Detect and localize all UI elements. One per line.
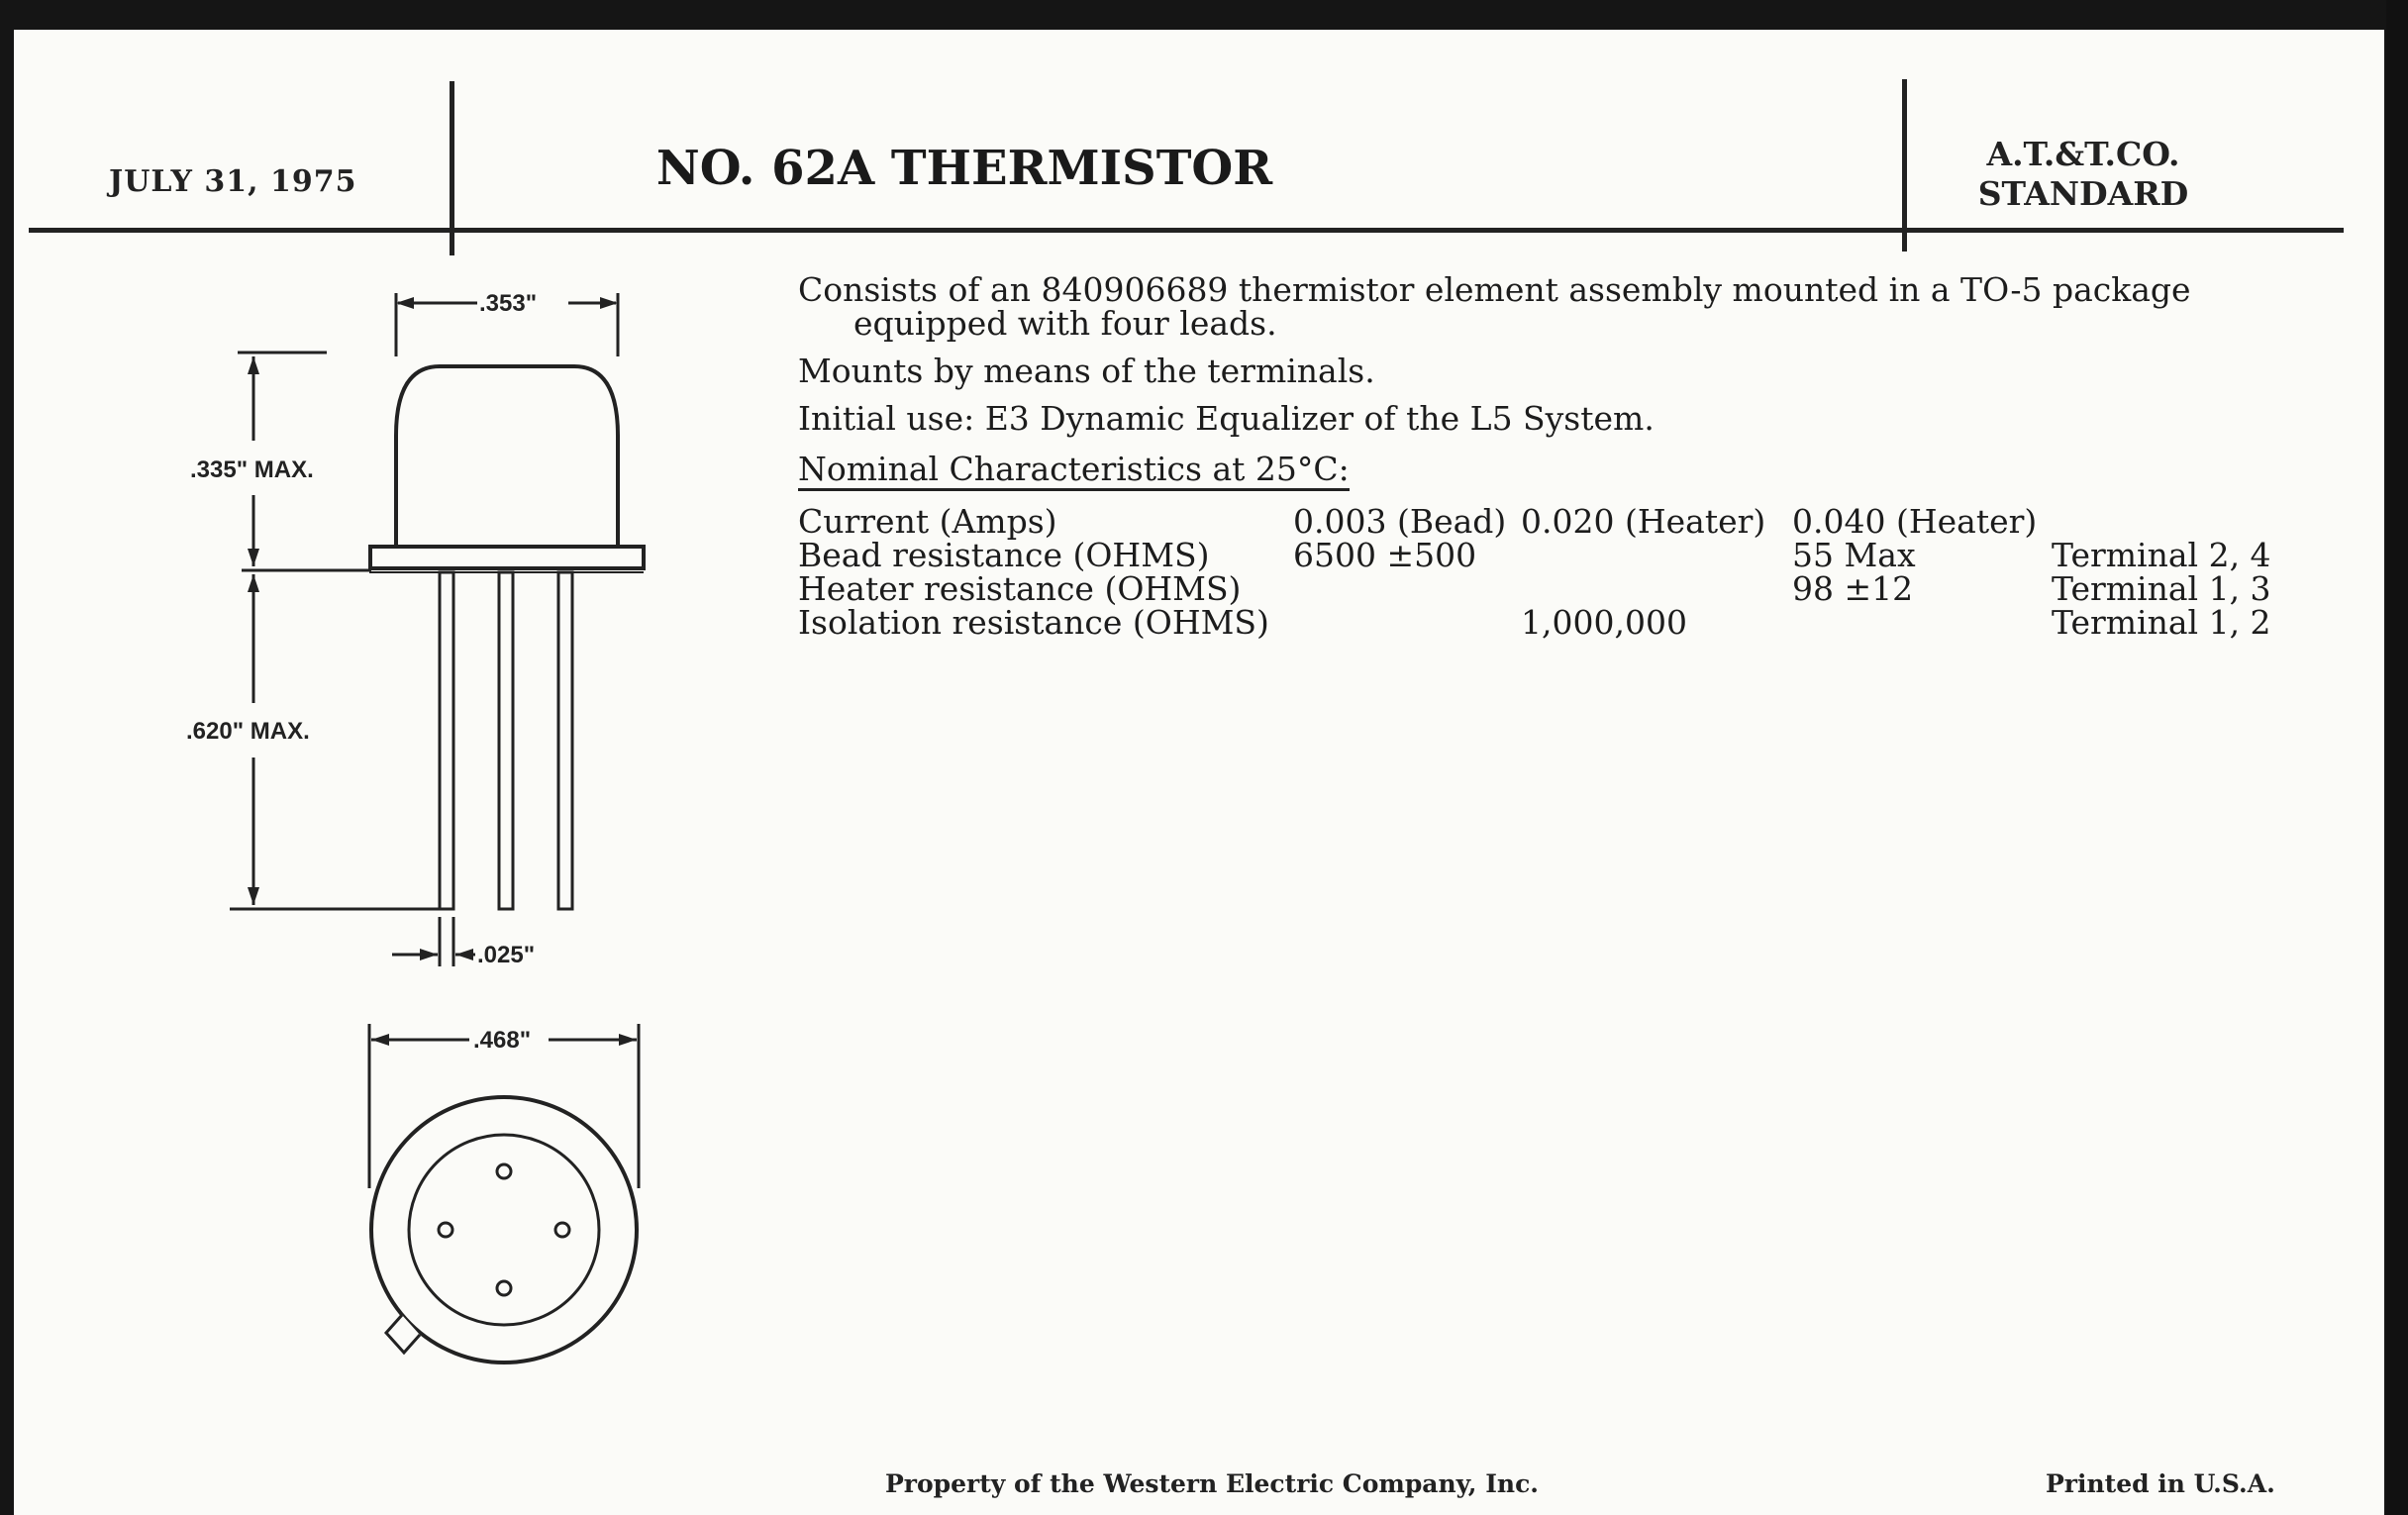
lead xyxy=(499,572,513,909)
lead-hole xyxy=(439,1223,452,1237)
characteristics-heading: Nominal Characteristics at 25°C: xyxy=(798,453,1350,491)
lead-hole xyxy=(555,1223,569,1237)
cell-value xyxy=(1293,572,1521,606)
description-line-1: Consists of an 840906689 thermistor element assembly mounted in a TO-5 package xyxy=(798,270,2191,309)
can-body xyxy=(396,366,618,547)
arrow-head xyxy=(600,297,618,309)
cell-value: 55 Max xyxy=(1792,536,1916,574)
row-label: Heater resistance (OHMS) xyxy=(798,569,1242,608)
row-label: Current (Amps) xyxy=(798,502,1057,541)
table-row xyxy=(798,606,2279,640)
cell-value: 6500 ±500 xyxy=(1293,536,1477,574)
cell-value xyxy=(1521,572,1792,606)
spec-card xyxy=(14,30,2384,1515)
lead-hole xyxy=(497,1281,511,1295)
dim-lead-dia-label: .025" xyxy=(477,942,536,968)
cell-terminal: Terminal 1, 3 xyxy=(2052,569,2271,608)
description-paragraph xyxy=(798,270,2301,343)
locating-tab xyxy=(386,1315,420,1353)
table-row xyxy=(798,539,2279,572)
description-block xyxy=(798,270,2301,642)
lead xyxy=(558,572,572,909)
arrow-head xyxy=(248,574,259,592)
arrow-head xyxy=(248,549,259,566)
cell-value: 0.040 (Heater) xyxy=(1792,502,2038,541)
initial-use-paragraph: Initial use: E3 Dynamic Equalizer of the L5 System. xyxy=(798,399,1655,438)
dim-flange-width-label: .468" xyxy=(473,1027,532,1054)
mounting-paragraph: Mounts by means of the terminals. xyxy=(798,352,1375,390)
standard-line-1: A.T.&T.CO. xyxy=(1986,135,2180,173)
lead xyxy=(440,572,453,909)
description-line-1-cont: equipped with four leads. xyxy=(853,304,1277,343)
cell-value xyxy=(1792,606,2052,640)
arrow-head xyxy=(455,949,473,960)
dim-can-height-label: .335" MAX. xyxy=(190,456,314,483)
cell-terminal xyxy=(2052,505,2279,539)
cell-value xyxy=(1521,539,1792,572)
characteristics-table xyxy=(798,502,2279,642)
row-label: Isolation resistance (OHMS) xyxy=(798,603,1269,642)
printed-notice: Printed in U.S.A. xyxy=(2046,1469,2275,1498)
cell-value: 98 ±12 xyxy=(1792,569,1914,608)
arrow-head xyxy=(248,887,259,905)
dim-lead-length-label: .620" MAX. xyxy=(186,718,310,745)
dim-top-width-label: .353" xyxy=(479,290,538,317)
cell-value: 0.020 (Heater) xyxy=(1521,502,1766,541)
flange-outline xyxy=(371,1097,637,1363)
arrow-head xyxy=(619,1034,637,1046)
thermistor-drawing xyxy=(14,30,2384,1515)
arrow-head xyxy=(248,356,259,374)
property-notice: Property of the Western Electric Company, Inc. xyxy=(885,1469,1540,1498)
arrow-head xyxy=(420,949,438,960)
cell-terminal: Terminal 1, 2 xyxy=(2052,603,2271,642)
arrow-head xyxy=(396,297,414,309)
can-flange xyxy=(370,547,644,568)
cell-value xyxy=(1293,606,1521,640)
page-title: NO. 62A THERMISTOR xyxy=(655,141,1273,196)
standard-line-2: STANDARD xyxy=(1977,174,2189,213)
scan-edge xyxy=(2386,0,2408,1515)
table-row xyxy=(798,572,2279,606)
issue-date: JULY 31, 1975 xyxy=(109,164,357,199)
lead-hole xyxy=(497,1164,511,1178)
cell-value: 1,000,000 xyxy=(1521,603,1687,642)
cell-terminal: Terminal 2, 4 xyxy=(2052,536,2271,574)
row-label: Bead resistance (OHMS) xyxy=(798,536,1210,574)
cell-value: 0.003 (Bead) xyxy=(1293,502,1507,541)
table-row xyxy=(798,505,2279,539)
arrow-head xyxy=(371,1034,389,1046)
